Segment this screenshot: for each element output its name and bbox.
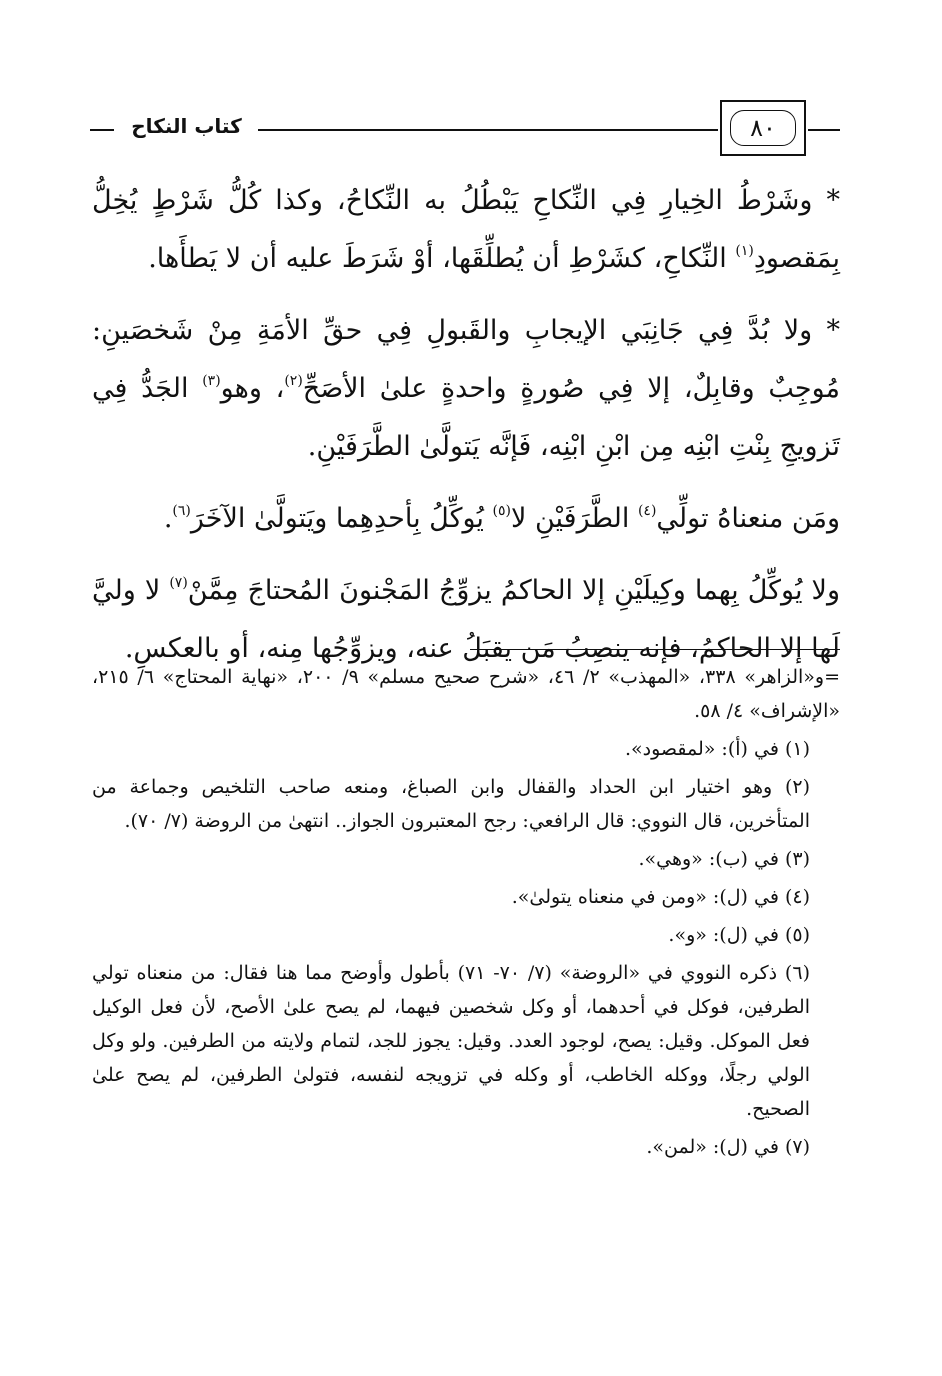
- text-run: ، وهو: [220, 373, 285, 404]
- footnote-ref: (٧): [169, 575, 188, 591]
- text-run: النِّكاحِ، كشَرْطِ أن يُطلِّقَها، أوْ شَرَطَ عليه أن لا يَطأَها.: [148, 243, 736, 274]
- footnote: (٥) في (ل): «و».: [668, 924, 810, 946]
- header-rule: [808, 129, 840, 131]
- footnote-ref: (٢): [284, 373, 303, 389]
- text-run: * وشَرْطُ الخِيارِ فِي النِّكاحِ يَبْطُلُ به النِّكاحُ، وكذا كُلُّ شَرْطٍ يُخِلُّ بِمَقصودِ: [92, 185, 840, 274]
- footnote-ref: (٥): [492, 503, 511, 519]
- footnote: (٦) ذكره النووي في «الروضة» (٧/ ٧٠- ٧١) بأطول وأوضح مما هنا فقال: من منعناه تولي الطرفين، فوكل في أحدهما، أو وكل شخصين فيهما، لم يصح علىٰ الأصح، لأن فعل الوكيل فعل الموكل. وقيل: يصح، لوجود العدد. وقيل: يجوز للجد، لتمام ولايته من الطرفين. ولو وكل الولي رجلًا، ووكله الخاطب، أو وكله في تزويجه لنفسه، فتولىٰ الطرفين، لم يصح علىٰ الصحيح.: [92, 962, 810, 1120]
- footnote: (٢) وهو اختيار ابن الحداد والقفال وابن الصباغ، ومنعه صاحب التلخيص وجماعة من المتأخرين، قال النووي: قال الرافعي: رجح المعتبرون الجواز.. انتهىٰ من الروضة (٧/ ٧٠).: [92, 776, 810, 832]
- text-run: لا وليَّ لَها إلا الحاكمُ، فإنه ينصِبُ مَن يقبَلُ عنه، ويزوِّجُها مِنه، أو بالعكسِ.: [92, 575, 840, 664]
- page-number-frame: [720, 100, 806, 156]
- main-text: [92, 172, 840, 692]
- text-run: * ولا بُدَّ فِي جَانِبَي الإيجابِ والقَبولِ فِي حقِّ الأمَةِ مِنْ شَخصَينِ: مُوجِبٌ وقابِلٌ، إلا فِي صُورةٍ واحدةٍ علىٰ الأصَحِّ: [92, 315, 841, 404]
- footnote-continuation: =و«الزاهر» ٣٣٨، «المهذب» ٢/ ٤٦، «شرح صحيح مسلم» ٩/ ٢٠٠، «نهاية المحتاج» ٦/ ٢١٥، «الإشراف» ٤/ ٥٨.: [92, 666, 841, 722]
- footnote: (٧) في (ل): «لمن».: [646, 1136, 810, 1158]
- paragraph: [92, 302, 840, 476]
- footnote-ref: (٤): [637, 503, 657, 519]
- text-run: ولا يُوكِّلُ بِهما وكِيلَيْنِ إلا الحاكمُ يزوِّجُ المَجْنونَ المُحتاجَ مِمَّنْ: [187, 575, 840, 606]
- footnote: (٤) في (ل): «ومن في منعناه يتولىٰ».: [511, 886, 810, 908]
- header-rule: [258, 129, 718, 131]
- footnote-separator: [470, 649, 840, 650]
- footnote: (١) في (أ): «لمقصود».: [624, 738, 810, 760]
- text-run: الجَدُّ فِي تَزويجِ بِنْتِ ابْنِه مِن ابْنِ ابْنِه، فَإنَّه يَتولَّىٰ الطَّرَفَيْنِ.: [92, 373, 840, 462]
- footnotes: [92, 660, 840, 1168]
- text-run: يُوكِّلُ بِأحدِهِما ويَتولَّىٰ الآخَرَ: [190, 503, 493, 534]
- footnote-ref: (١): [735, 243, 754, 259]
- paragraph: [92, 490, 840, 548]
- running-title: كتاب النكاح: [131, 114, 242, 138]
- paragraph: [92, 172, 840, 288]
- footnote: (٣) في (ب): «وهي».: [638, 848, 810, 870]
- header-rule: [90, 129, 114, 131]
- footnote-ref: (٣): [202, 373, 221, 389]
- page-number: ٨٠: [730, 110, 796, 146]
- text-run: الطَّرَفَيْنِ لا: [511, 503, 638, 534]
- page-header: [90, 98, 840, 158]
- text-run: ومَن منعناهُ تولِّي: [656, 503, 840, 534]
- text-run: .: [163, 503, 173, 534]
- footnote-ref: (٦): [172, 503, 191, 519]
